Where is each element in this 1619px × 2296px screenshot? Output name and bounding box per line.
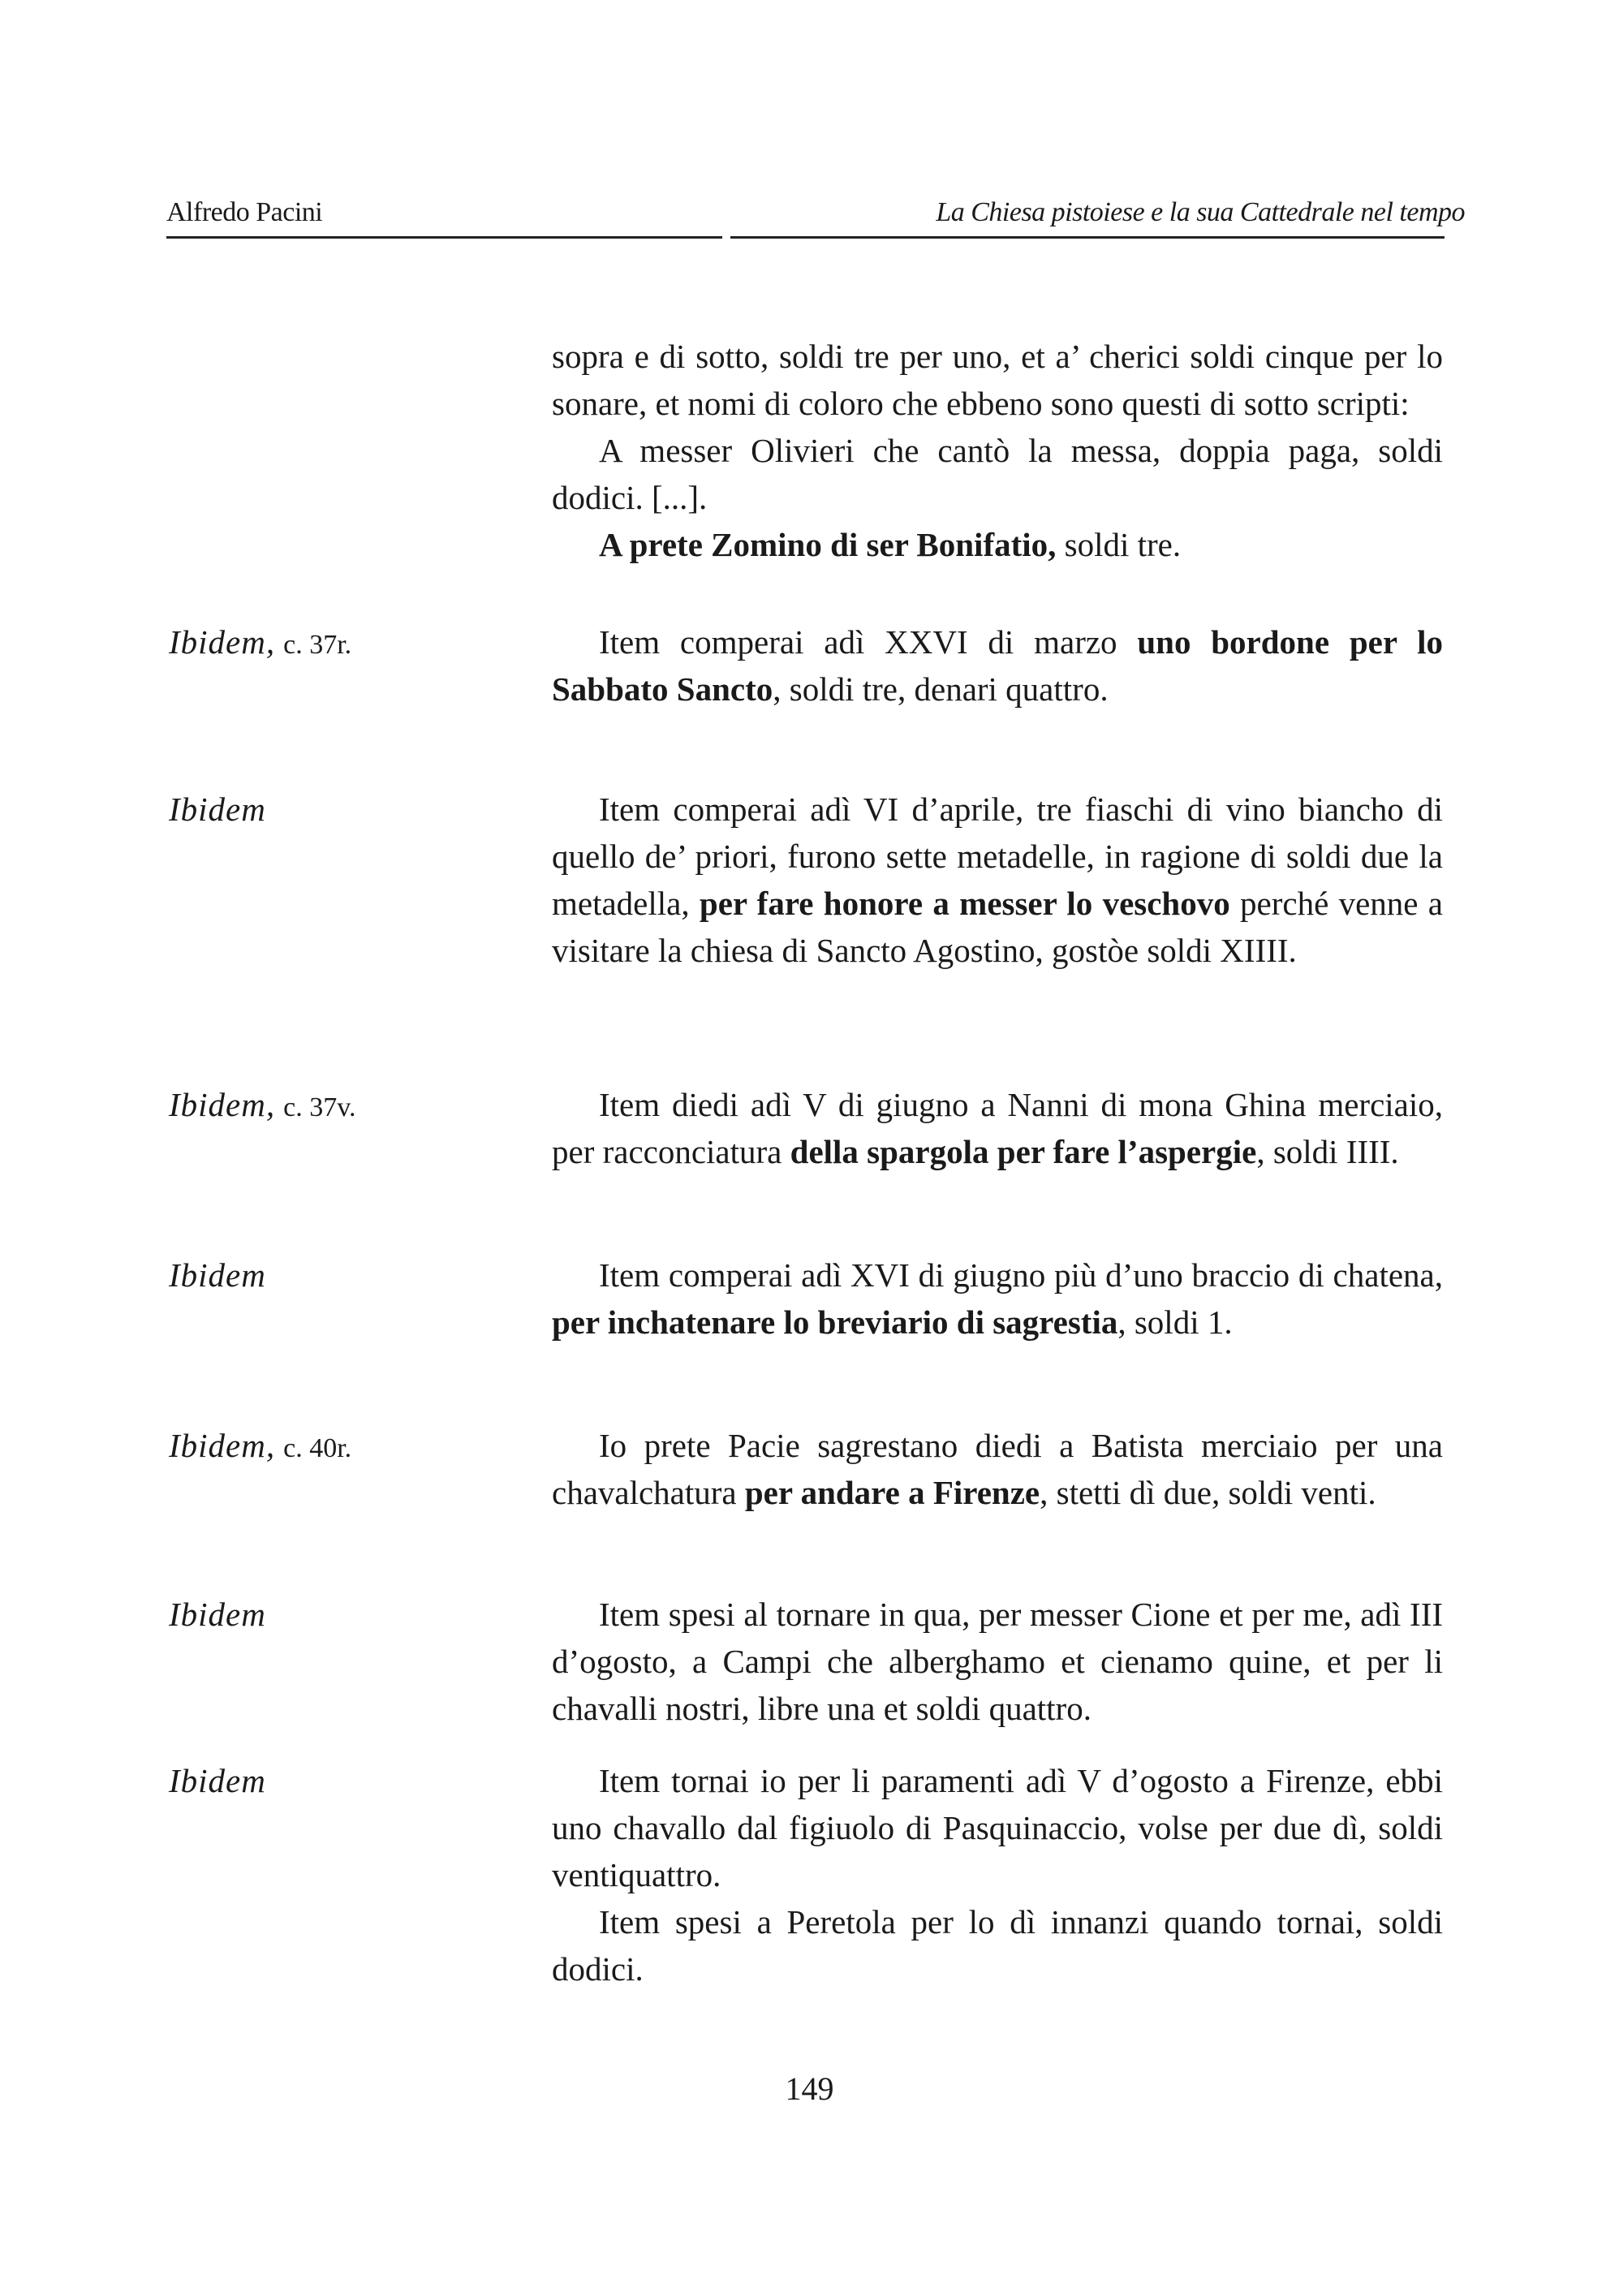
folio-label: c. 37v. [283,1092,356,1122]
ibidem-label: Ibidem [169,1596,266,1633]
emphasis-text: per fare honore a messer lo veschovo [699,885,1230,922]
source-reference [169,1757,266,1804]
page-number: 149 [785,2070,834,2107]
paragraph [552,1081,1443,1175]
source-reference [169,1251,266,1299]
text-segment: Io prete Pacie sagrestano diedi a Batista merciaio per una chavalchatura [552,1427,1443,1511]
source-reference [169,1591,266,1638]
text-segment: Item diedi adì V di giugno a Nanni di mona Ghina merciaio, per racconciatura [552,1086,1443,1170]
paragraph [552,1422,1443,1516]
text-segment: , soldi IIII. [1256,1133,1399,1170]
text-segment: Item spesi al tornare in qua, per messer Cione et per me, adì III d’ogosto, a Campi che alberghamo et cienamo quine, et per li chavalli nostri, libre una et soldi quattro. [552,1596,1443,1727]
source-reference [169,786,266,833]
entry-text [552,1422,1443,1516]
paragraph [552,618,1443,713]
text-segment: A messer Olivieri che cantò la messa, doppia paga, soldi dodici. [...]. [552,432,1443,516]
paragraph [552,1591,1443,1732]
paragraph [552,427,1443,521]
paragraph [552,1757,1443,1898]
entry-text [552,1251,1443,1346]
ibidem-label: Ibidem [169,790,266,828]
text-segment: Item comperai adì XVI di giugno più d’uno braccio di chatena, [599,1256,1443,1294]
header-rule-left [166,236,722,239]
paragraph [552,1251,1443,1346]
entry-text [552,1081,1443,1175]
emphasis-text: A prete Zomino di ser Bonifatio, [599,526,1057,563]
text-segment: Item tornai io per li paramenti adì V d’ogosto a Firenze, ebbi uno chavallo dal figiuolo di Pasquinaccio, volse per due dì, soldi ventiquattro. [552,1762,1443,1893]
folio-label: c. 37r. [283,630,352,660]
running-header-author: Alfredo Pacini [166,197,323,227]
text-segment: sopra e di sotto, soldi tre per uno, et a’ cherici soldi cinque per lo sonare, et nomi di coloro che ebbeno sono questi di sotto scripti: [552,338,1443,422]
source-reference [169,618,351,669]
text-segment: , soldi tre, denari quattro. [773,670,1109,708]
folio-label: c. 40r. [283,1433,352,1463]
emphasis-text: per andare a Firenze [744,1474,1040,1511]
entry-text [552,618,1443,713]
paragraph [552,1898,1443,1992]
emphasis-text: uno bordone per lo Sabbato Sancto [552,623,1443,708]
entry-text [552,1757,1443,1992]
ibidem-label: Ibidem, [169,1086,276,1123]
text-segment: soldi tre. [1056,526,1182,563]
paragraph [552,521,1443,568]
running-header-title: La Chiesa pistoiese e la sua Cattedrale nel tempo [936,197,1465,227]
text-segment: Item comperai adì XXVI di marzo [599,623,1138,661]
ibidem-label: Ibidem [169,1762,266,1799]
entry-text [552,786,1443,974]
header-rule-right [730,236,1445,239]
paragraph [552,333,1443,427]
source-reference [169,1081,356,1131]
ibidem-label: Ibidem, [169,1427,276,1464]
entry-text [552,1591,1443,1732]
ibidem-label: Ibidem [169,1256,266,1294]
text-segment: Item comperai adì VI d’aprile, tre fiaschi di vino biancho di quello de’ priori, furono sette metadelle, in ragione di soldi due la metadella, [552,790,1443,922]
text-segment: , soldi 1. [1117,1303,1233,1341]
text-segment: perché venne a visitare la chiesa di Sancto Agostino, gostòe soldi XIIII. [552,885,1444,969]
emphasis-text: per inchatenare lo breviario di sagrestia [552,1303,1118,1341]
paragraph [552,786,1443,974]
emphasis-text: della spargola per fare l’aspergie [790,1133,1257,1170]
text-segment: , stetti dì due, soldi venti. [1040,1474,1376,1511]
entry-text [552,333,1443,568]
ibidem-label: Ibidem, [169,623,276,661]
text-segment: Item spesi a Peretola per lo dì innanzi quando tornai, soldi dodici. [552,1903,1443,1988]
source-reference [169,1422,351,1472]
